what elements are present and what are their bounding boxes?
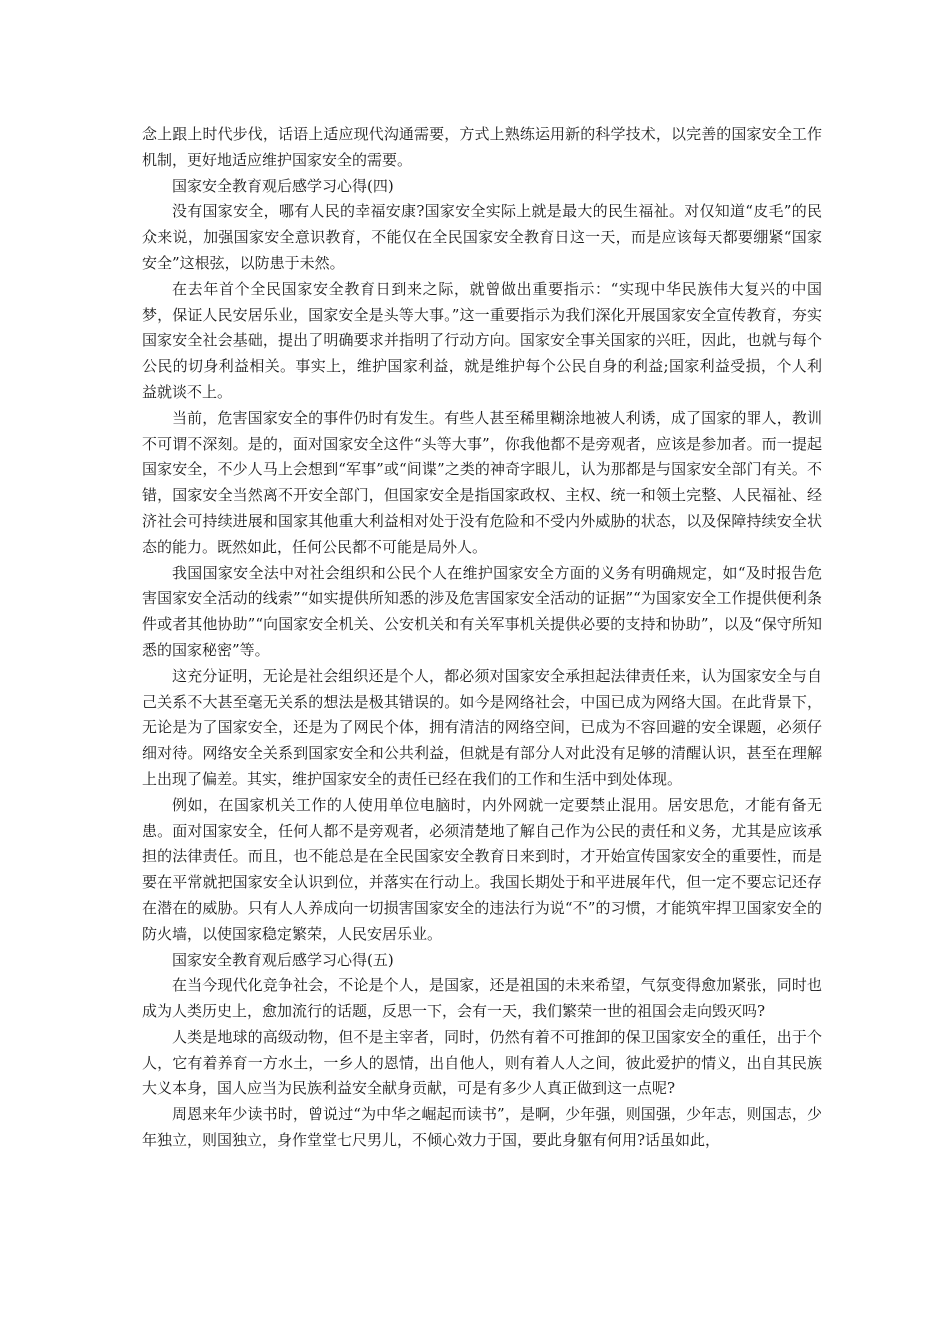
section-4-heading: 国家安全教育观后感学习心得(四) bbox=[172, 176, 394, 195]
document-page bbox=[142, 122, 822, 1154]
section-4-paragraph: 我国国家安全法中对社会组织和公民个人在维护国家安全方面的义务有明确规定，如“及时报告危害国家安全活动的线索”“如实提供所知悉的涉及危害国家安全活动的证据”“为国家安全工作提供便利条件或者其他协助”“向国家安全机关、公安机关和有关军事机关提供必要的支持和协助”，以及“保守所知悉的国家秘密”等。 bbox=[142, 563, 822, 659]
section-5-paragraph: 周恩来年少读书时，曾说过“为中华之崛起而读书”，是啊，少年强，则国强，少年志，则国志，少年独立，则国独立，身作堂堂七尺男儿，不倾心效力于国，要此身躯有何用?话虽如此， bbox=[142, 1105, 822, 1150]
section-5-heading: 国家安全教育观后感学习心得(五) bbox=[172, 950, 394, 969]
section-5-paragraph: 在当今现代化竞争社会，不论是个人，是国家，还是祖国的未来希望，气氛变得愈加紧张，同时也成为人类历史上，愈加流行的话题，反思一下，会有一天，我们繁荣一世的祖国会走向毁灭吗? bbox=[142, 976, 822, 1021]
section-4-paragraph: 没有国家安全，哪有人民的幸福安康?国家安全实际上就是最大的民生福祉。对仅知道“皮毛”的民众来说，加强国家安全意识教育，不能仅在全民国家安全教育日这一天，而是应该每天都要绷紧“国家安全”这根弦，以防患于未然。 bbox=[142, 202, 822, 272]
section-4-paragraph: 例如，在国家机关工作的人使用单位电脑时，内外网就一定要禁止混用。居安思危，才能有备无患。面对国家安全，任何人都不是旁观者，必须清楚地了解自己作为公民的责任和义务，尤其是应该承担的法律责任。而且，也不能总是在全民国家安全教育日来到时，才开始宣传国家安全的重要性，而是要在平常就把国家安全认识到位，并落实在行动上。我国长期处于和平进展年代，但一定不要忘记还存在潜在的威胁。只有人人养成向一切损害国家安全的违法行为说“不”的习惯，才能筑牢捍卫国家安全的防火墙，以使国家稳定繁荣，人民安居乐业。 bbox=[142, 795, 822, 943]
opening-paragraph: 念上跟上时代步伐，话语上适应现代沟通需要，方式上熟练运用新的科学技术，以完善的国家安全工作机制，更好地适应维护国家安全的需要。 bbox=[142, 125, 822, 169]
section-5-paragraph: 人类是地球的高级动物，但不是主宰者，同时，仍然有着不可推卸的保卫国家安全的重任，出于个人，它有着养育一方水土，一乡人的恩情，出自他人，则有着人人之间，彼此爱护的情义，出自其民族大义本身，国人应当为民族利益安全献身贡献，可是有多少人真正做到这一点呢? bbox=[142, 1027, 822, 1098]
section-4-paragraph: 这充分证明，无论是社会组织还是个人，都必须对国家安全承担起法律责任来，认为国家安全与自己关系不大甚至毫无关系的想法是极其错误的。如今是网络社会，中国已成为网络大国。在此背景下，无论是为了国家安全，还是为了网民个体，拥有清洁的网络空间，已成为不容回避的安全课题，必须仔细对待。网络安全关系到国家安全和公共利益，但就是有部分人对此没有足够的清醒认识，甚至在理解上出现了偏差。其实，维护国家安全的责任已经在我们的工作和生活中到处体现。 bbox=[142, 666, 822, 788]
section-4-paragraph: 在去年首个全民国家安全教育日到来之际，就曾做出重要指示：“实现中华民族伟大复兴的中国梦，保证人民安居乐业，国家安全是头等大事。”这一重要指示为我们深化开展国家安全宣传教育，夯实国家安全社会基础，提出了明确要求并指明了行动方向。国家安全事关国家的兴旺，因此，也就与每个公民的切身利益相关。事实上，维护国家利益，就是维护每个公民自身的利益;国家利益受损，个人利益就谈不上。 bbox=[142, 279, 822, 401]
section-4-paragraph: 当前，危害国家安全的事件仍时有发生。有些人甚至稀里糊涂地被人利诱，成了国家的罪人，教训不可谓不深刻。是的，面对国家安全这件“头等大事”，你我他都不是旁观者，应该是参加者。而一提起国家安全，不少人马上会想到“军事”或“间谍”之类的神奇字眼儿，认为那都是与国家安全部门有关。不错，国家安全当然离不开安全部门，但国家安全是指国家政权、主权、统一和领土完整、人民福祉、经济社会可持续进展和国家其他重大利益相对处于没有危险和不受内外威胁的状态，以及保障持续安全状态的能力。既然如此，任何公民都不可能是局外人。 bbox=[142, 408, 822, 556]
